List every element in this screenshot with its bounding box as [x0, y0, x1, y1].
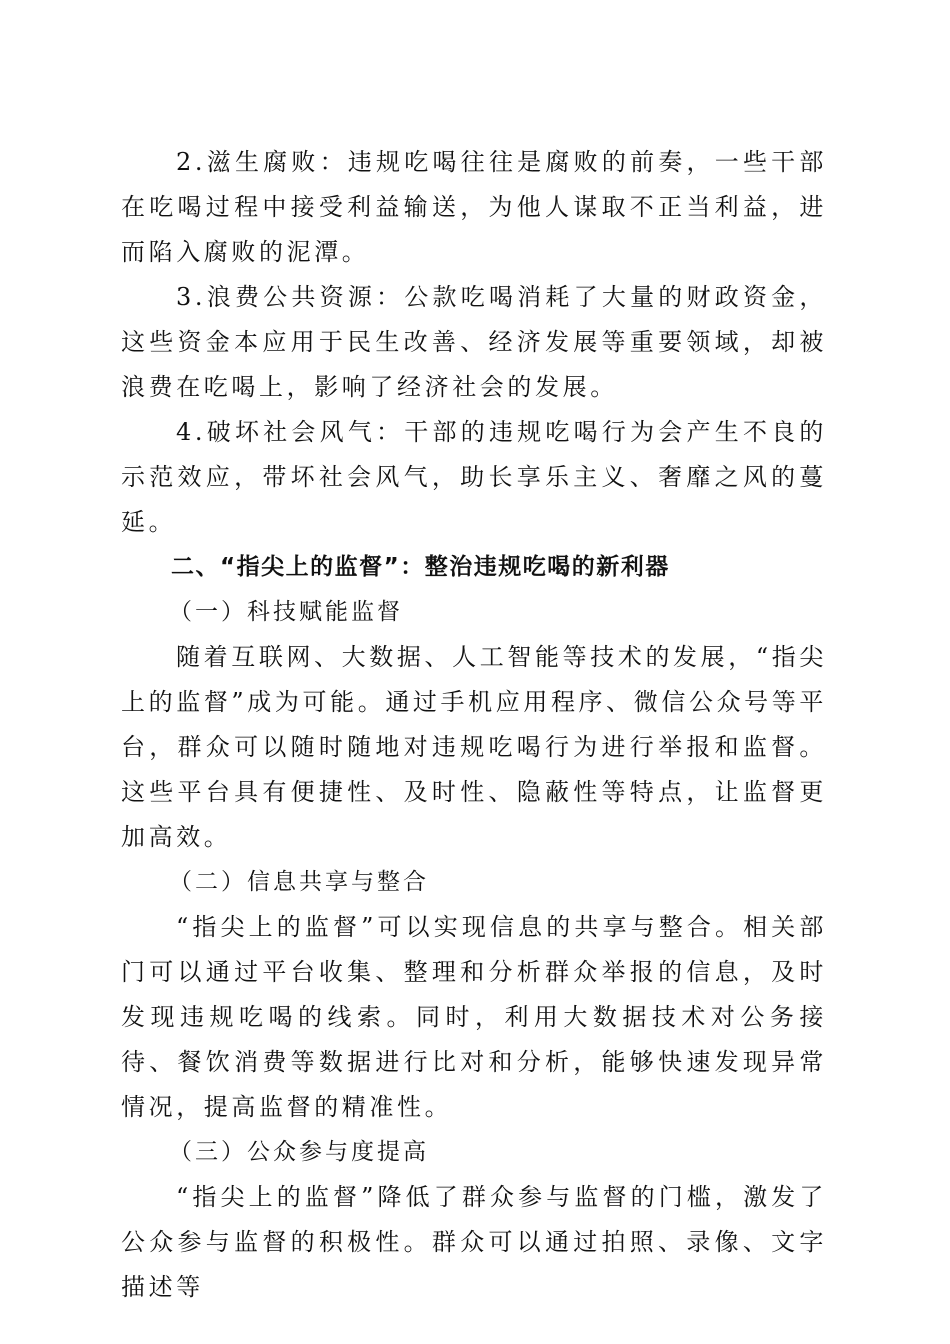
section-heading-two: 二、“指尖上的监督”：整治违规吃喝的新利器 [171, 554, 670, 580]
paragraph-tech-supervision: 随着互联网、大数据、人工智能等技术的发展，“指尖上的监督”成为可能。通过手机应用程序、微信公众号等平台，群众可以随时随地对违规吃喝行为进行举报和监督。这些平台具有便捷性、及时性、隐蔽性等特点，让监督更加高效。 [121, 643, 827, 851]
paragraph-corruption: 2.滋生腐败：违规吃喝往往是腐败的前奏，一些干部在吃喝过程中接受利益输送，为他人谋取不正当利益，进而陷入腐败的泥潭。 [121, 148, 827, 266]
subheading-info-sharing: （二）信息共享与整合 [169, 869, 429, 895]
paragraph-social-atmosphere: 4.破坏社会风气：干部的违规吃喝行为会产生不良的示范效应，带坏社会风气，助长享乐主义、奢靡之风的蔓延。 [121, 418, 827, 536]
subheading-tech-supervision: （一）科技赋能监督 [169, 599, 403, 625]
document-body [121, 140, 827, 1310]
paragraph-waste-resources: 3.浪费公共资源：公款吃喝消耗了大量的财政资金，这些资金本应用于民生改善、经济发展等重要领域，却被浪费在吃喝上，影响了经济社会的发展。 [121, 283, 827, 401]
paragraph-info-sharing: “指尖上的监督”可以实现信息的共享与整合。相关部门可以通过平台收集、整理和分析群众举报的信息，及时发现违规吃喝的线索。同时，利用大数据技术对公务接待、餐饮消费等数据进行比对和分析，能够快速发现异常情况，提高监督的精准性。 [121, 913, 827, 1121]
paragraph-public-participation: “指尖上的监督”降低了群众参与监督的门槛，激发了公众参与监督的积极性。群众可以通过拍照、录像、文字描述等 [121, 1183, 827, 1301]
subheading-public-participation: （三）公众参与度提高 [169, 1139, 429, 1165]
